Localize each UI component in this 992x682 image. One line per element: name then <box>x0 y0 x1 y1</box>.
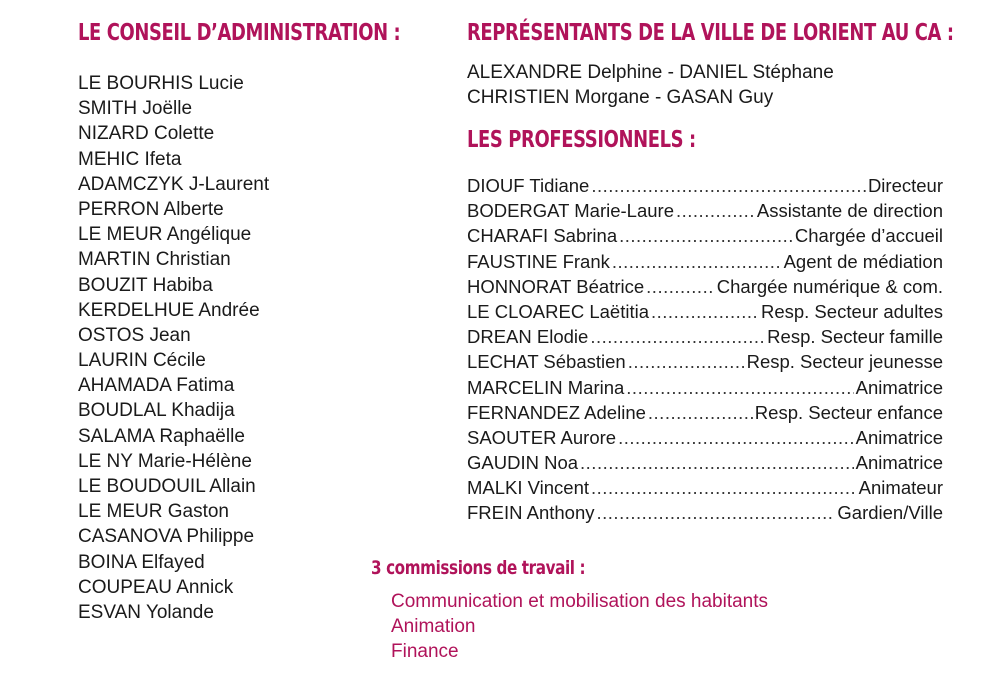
conseil-member: CASANOVA Philippe <box>78 526 255 548</box>
staff-role: Directeur <box>867 175 943 196</box>
staff-role: Resp. Secteur famille <box>767 326 943 348</box>
conseil-member: LE BOUDOUIL Allain <box>78 476 256 497</box>
staff-role: Chargée d’accueil <box>794 225 943 247</box>
staff-row <box>467 375 943 400</box>
staff-role: Gardien/Ville <box>837 502 943 524</box>
staff-row <box>467 475 943 500</box>
staff-role: Animatrice <box>855 376 943 398</box>
dot-leader <box>626 375 853 400</box>
dot-leader <box>580 450 854 475</box>
staff-row <box>467 198 943 223</box>
conseil-member: BOUDLAL Khadija <box>78 400 235 422</box>
ville-representatives-list <box>467 60 834 110</box>
conseil-member: OSTOS Jean <box>78 324 191 346</box>
staff-row <box>467 450 943 475</box>
ville-representative: ALEXANDRE Delphine - DANIEL Stéphane <box>467 62 834 83</box>
conseil-member: SALAMA Raphaëlle <box>78 425 245 447</box>
conseil-member: LE BOURHIS Lucie <box>78 73 244 94</box>
dot-leader <box>612 249 782 274</box>
conseil-member: BOINA Elfayed <box>78 551 205 573</box>
conseil-member: PERRON Alberte <box>78 198 224 220</box>
staff-role: Assistante de direction <box>756 200 943 222</box>
staff-name: CHARAFI Sabrina <box>467 225 618 247</box>
dot-leader <box>676 198 755 223</box>
commissions-heading: 3 commissions de travail : <box>371 557 586 579</box>
staff-name: DREAN Elodie <box>467 326 589 348</box>
staff-row <box>467 173 943 198</box>
staff-name: DIOUF Tidiane <box>467 175 590 196</box>
staff-row <box>467 324 943 349</box>
staff-name: BODERGAT Marie-Laure <box>467 200 674 222</box>
professionnels-staff-list <box>467 173 943 526</box>
conseil-member: ADAMCZYK J-Laurent <box>78 173 270 195</box>
dot-leader <box>648 400 753 425</box>
staff-name: SAOUTER Aurore <box>467 426 617 448</box>
staff-role: Agent de médiation <box>783 250 943 272</box>
staff-name: MARCELIN Marina <box>467 376 625 398</box>
conseil-member: LE NY Marie-Hélène <box>78 450 252 472</box>
staff-row <box>467 274 943 299</box>
staff-role: Resp. Secteur jeunesse <box>746 351 943 373</box>
dot-leader <box>618 425 854 450</box>
dot-leader <box>628 349 745 374</box>
staff-name: FERNANDEZ Adeline <box>467 401 646 423</box>
commissions-list <box>391 589 768 664</box>
conseil-member: LE MEUR Angélique <box>78 224 252 246</box>
commission-item: Animation <box>391 616 476 637</box>
conseil-member: AHAMADA Fatima <box>78 375 235 397</box>
staff-name: HONNORAT Béatrice <box>467 275 645 297</box>
staff-role: Animatrice <box>855 452 943 474</box>
conseil-member: ESVAN Yolande <box>78 601 214 623</box>
conseil-member: BOUZIT Habiba <box>78 274 213 296</box>
conseil-heading: LE CONSEIL D’ADMINISTRATION : <box>78 20 401 46</box>
ville-heading: REPRÉSENTANTS DE LA VILLE DE LORIENT AU CA : <box>467 20 954 46</box>
dot-leader <box>646 274 715 299</box>
staff-name: LE CLOAREC Laëtitia <box>467 300 650 322</box>
staff-row <box>467 425 943 450</box>
conseil-member: NIZARD Colette <box>78 123 215 145</box>
staff-row <box>467 299 943 324</box>
dot-leader <box>651 299 759 324</box>
conseil-member: SMITH Joëlle <box>78 98 193 120</box>
conseil-member: COUPEAU Annick <box>78 576 234 598</box>
staff-row <box>467 249 943 274</box>
staff-row <box>467 500 943 525</box>
conseil-member: LE MEUR Gaston <box>78 501 229 523</box>
conseil-member: MARTIN Christian <box>78 249 231 271</box>
staff-role: Resp. Secteur adultes <box>760 300 943 322</box>
staff-role: Chargée numérique & com. <box>716 275 943 297</box>
staff-role: Animateur <box>858 477 943 499</box>
conseil-member: LAURIN Cécile <box>78 350 206 372</box>
staff-row <box>467 223 943 248</box>
dot-leader <box>591 475 857 500</box>
commission-item: Communication et mobilisation des habitants <box>391 591 769 612</box>
staff-role: Resp. Secteur enfance <box>754 401 943 423</box>
staff-name: GAUDIN Noa <box>467 452 579 474</box>
professionnels-heading: LES PROFESSIONNELS : <box>467 127 696 153</box>
staff-name: FAUSTINE Frank <box>467 250 610 272</box>
conseil-member: MEHIC Ifeta <box>78 148 182 170</box>
dot-leader <box>591 173 866 198</box>
conseil-member: KERDELHUE Andrée <box>78 299 260 321</box>
staff-name: FREIN Anthony <box>467 502 595 524</box>
staff-row <box>467 349 943 374</box>
dot-leader <box>619 223 793 248</box>
commission-item: Finance <box>391 641 459 662</box>
dot-leader <box>597 500 836 525</box>
staff-name: LECHAT Sébastien <box>467 351 626 373</box>
staff-role: Animatrice <box>855 426 943 448</box>
dot-leader <box>590 324 765 349</box>
ville-representative: CHRISTIEN Morgane - GASAN Guy <box>467 87 774 108</box>
staff-name: MALKI Vincent <box>467 477 590 499</box>
conseil-member-list <box>78 71 269 625</box>
staff-row <box>467 400 943 425</box>
